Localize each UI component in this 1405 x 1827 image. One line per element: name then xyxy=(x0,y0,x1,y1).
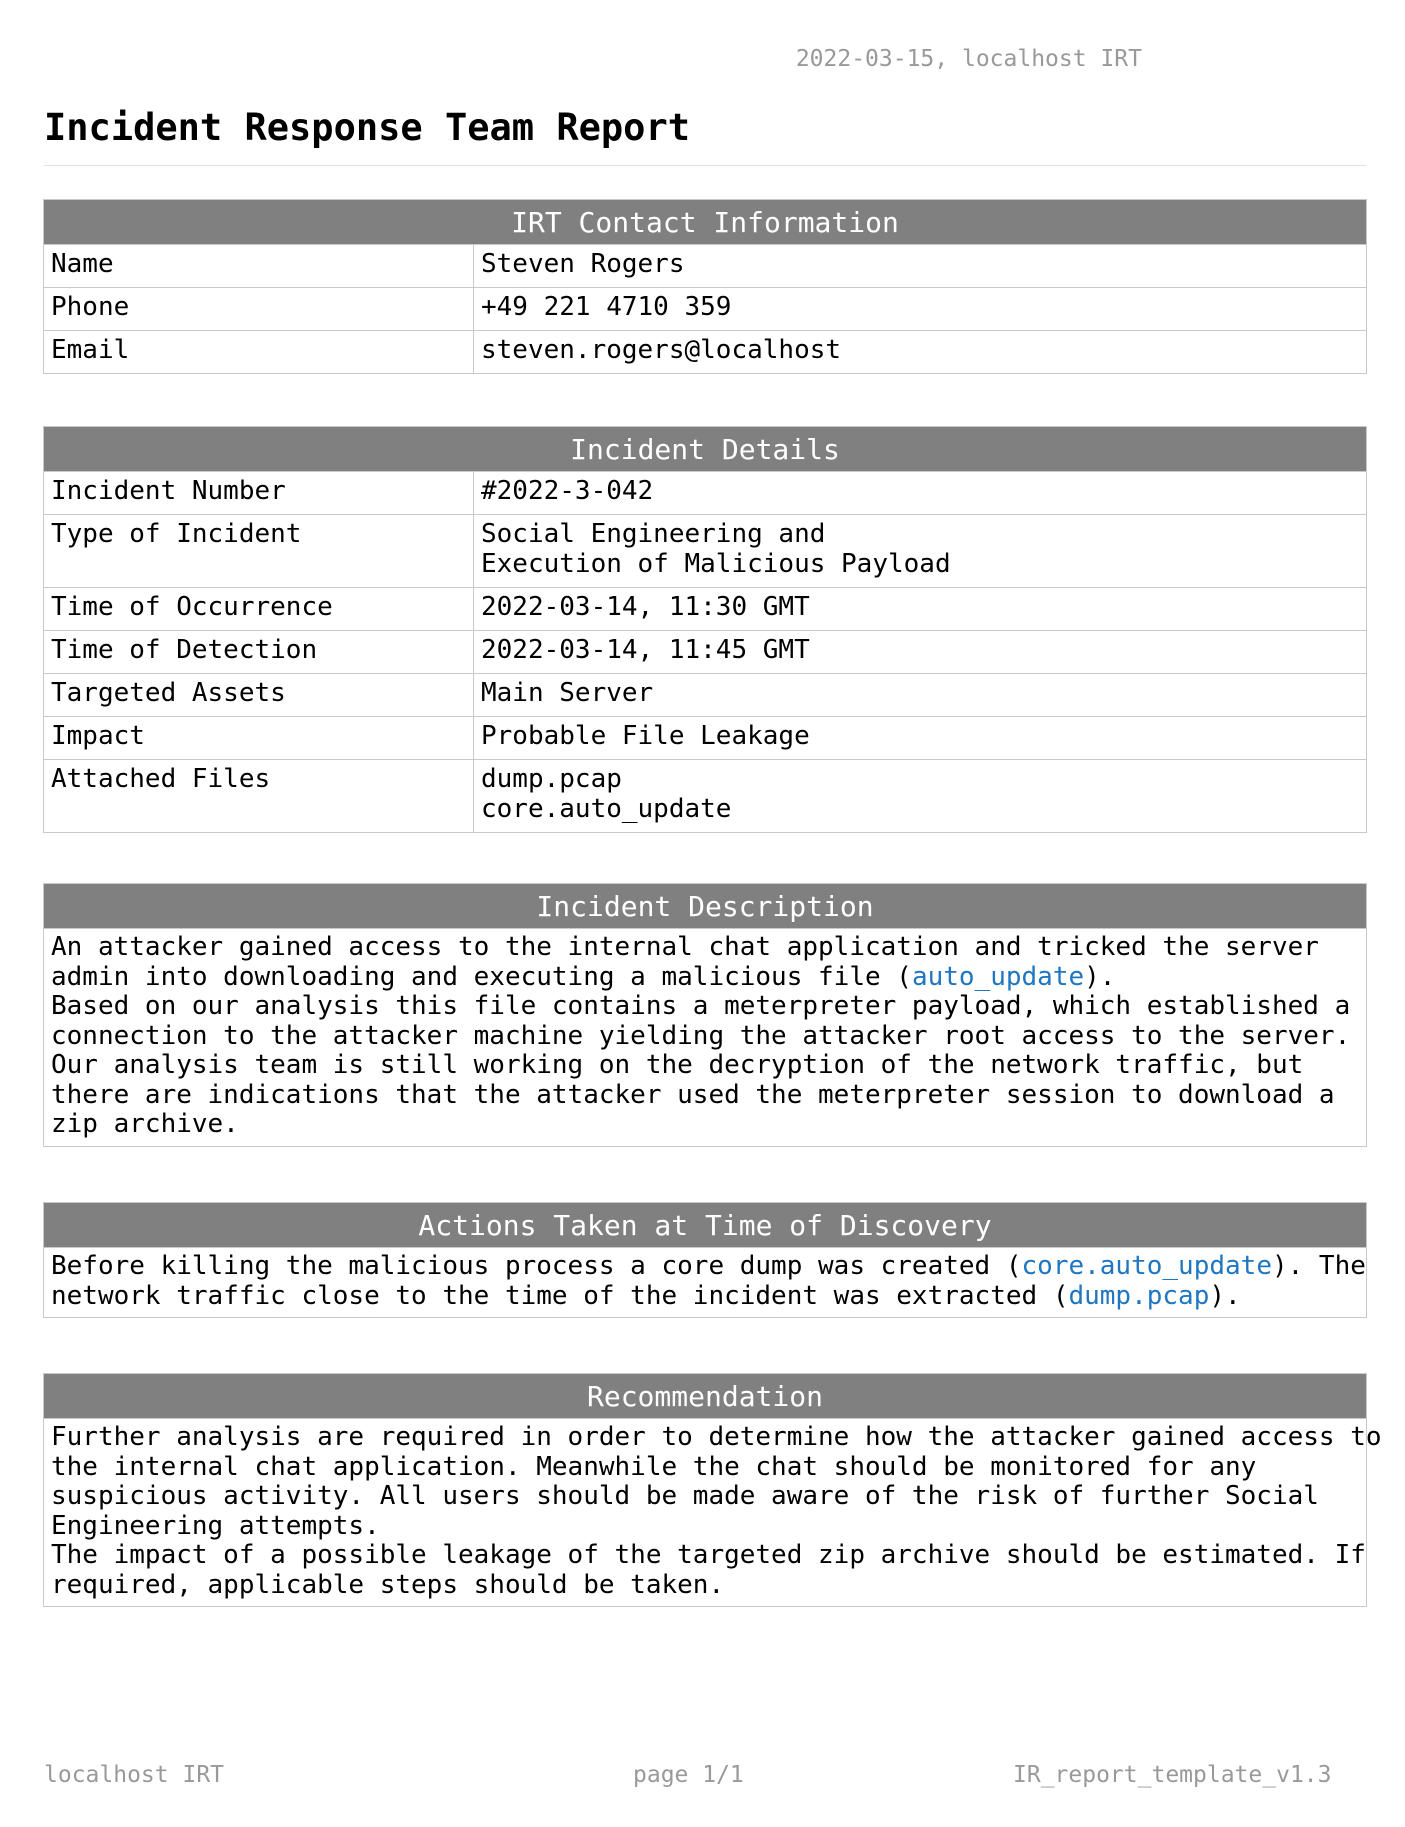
auto-update-link[interactable]: auto_update xyxy=(911,961,1085,992)
table-row xyxy=(44,472,1366,515)
occurrence-time-label: Time of Occurrence xyxy=(44,588,474,631)
actions-section-title: Actions Taken at Time of Discovery xyxy=(44,1203,1366,1247)
contact-name-label: Name xyxy=(44,245,474,288)
description-section-title: Incident Description xyxy=(44,884,1366,928)
table-row xyxy=(44,588,1366,631)
details-table xyxy=(44,471,1366,832)
impact-label: Impact xyxy=(44,717,474,760)
detection-time-value: 2022-03-14, 11:45 GMT xyxy=(474,631,1367,674)
recommendation-section-title: Recommendation xyxy=(44,1374,1366,1418)
detection-time-label: Time of Detection xyxy=(44,631,474,674)
title-divider xyxy=(44,165,1366,166)
table-row xyxy=(44,288,1366,331)
contact-email-label: Email xyxy=(44,331,474,374)
contact-phone-value: +49 221 4710 359 xyxy=(474,288,1367,331)
contact-section-title: IRT Contact Information xyxy=(44,200,1366,244)
footer-org: localhost IRT xyxy=(44,1762,225,1788)
incident-type-label: Type of Incident xyxy=(44,515,474,588)
attached-file-dump-pcap: dump.pcap xyxy=(481,764,622,794)
targeted-assets-value: Main Server xyxy=(474,674,1367,717)
targeted-assets-label: Targeted Assets xyxy=(44,674,474,717)
recommendation-text: Further analysis are required in order to determine how the attacker gained access to the internal chat application. Meanwhile the chat should be monitored for any suspicious activity. All users should be made aware of the risk of further Social Engineering attempts. The impact of a possible leakage of the targeted zip archive should be estimated. If required, applicable steps should be taken. xyxy=(44,1418,1366,1606)
attached-files-label: Attached Files xyxy=(44,760,474,833)
page-title: Incident Response Team Report xyxy=(44,106,691,149)
details-section-title: Incident Details xyxy=(44,427,1366,471)
contact-phone-label: Phone xyxy=(44,288,474,331)
contact-email-value: steven.rogers@localhost xyxy=(474,331,1367,374)
footer-template-version: IR_report_template_v1.3 xyxy=(1013,1762,1332,1788)
table-row xyxy=(44,331,1366,374)
table-row xyxy=(44,245,1366,288)
contact-section xyxy=(43,199,1367,374)
details-section xyxy=(43,426,1367,833)
core-auto-update-link[interactable]: core.auto_update xyxy=(1021,1251,1272,1281)
contact-name-value: Steven Rogers xyxy=(474,245,1367,288)
attached-file-core-auto-update: core.auto_update xyxy=(481,794,732,824)
footer-page-number: page 1/1 xyxy=(633,1762,744,1788)
incident-number-label: Incident Number xyxy=(44,472,474,515)
actions-text: Before killing the malicious process a core dump was created (core.auto_update). The network traffic close to the time of the incident was extracted (dump.pcap). xyxy=(44,1247,1366,1317)
description-section xyxy=(43,883,1367,1147)
table-row xyxy=(44,760,1366,833)
table-row xyxy=(44,631,1366,674)
incident-type-value: Social Engineering and Execution of Malicious Payload xyxy=(474,515,1367,588)
occurrence-time-value: 2022-03-14, 11:30 GMT xyxy=(474,588,1367,631)
incident-number-value: #2022-3-042 xyxy=(474,472,1367,515)
report-date-org: 2022-03-15, localhost IRT xyxy=(795,46,1142,72)
impact-value: Probable File Leakage xyxy=(474,717,1367,760)
attached-files-value xyxy=(474,760,1367,833)
actions-section xyxy=(43,1202,1367,1318)
table-row xyxy=(44,674,1366,717)
table-row xyxy=(44,515,1366,588)
table-row xyxy=(44,717,1366,760)
contact-table xyxy=(44,244,1366,373)
recommendation-section xyxy=(43,1373,1382,1607)
dump-pcap-link[interactable]: dump.pcap xyxy=(1068,1280,1210,1311)
description-text: An attacker gained access to the internal chat application and tricked the server admin into downloading and executing a malicious file (auto_update). Based on our analysis this file contains a meterpreter payload, which established a connection to the attacker machine yielding the attacker root access to the server. Our analysis team is still working on the decryption of the network traffic, but there are indications that the attacker used the meterpreter session to download a zip archive. xyxy=(44,928,1366,1146)
